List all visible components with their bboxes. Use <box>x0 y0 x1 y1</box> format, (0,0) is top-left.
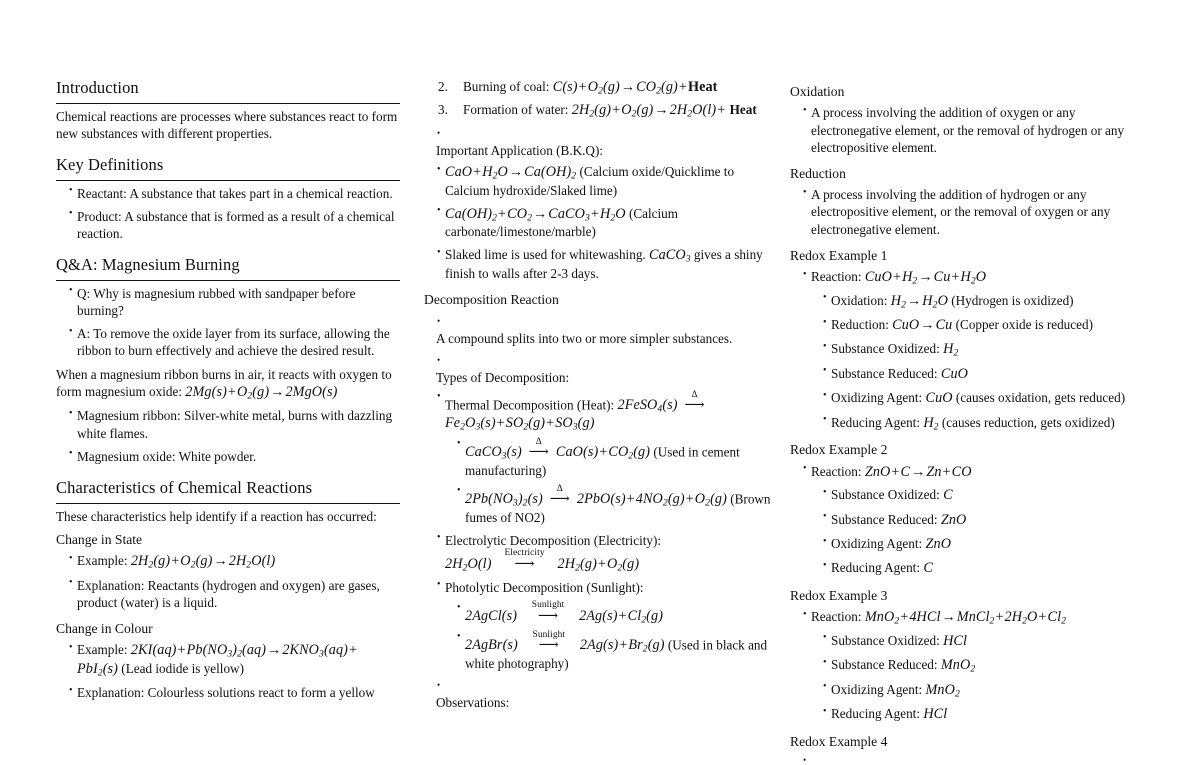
redox-example-2-list <box>790 463 1131 578</box>
list-item <box>437 205 778 241</box>
detail-equation: HCl <box>923 706 948 723</box>
application-note: (Calcium carbonate/limestone/marble) <box>445 205 679 240</box>
thermal-sub-note: (Used in cement manufacturing) <box>465 444 740 478</box>
detail-label: Substance Oxidized: <box>831 632 940 648</box>
numbered-item-equation: $2H_2(g)+O_2(g)\to 2H_2O(l)+$ <box>571 102 726 121</box>
detail-note: (Hydrogen is oxidized) <box>951 292 1074 308</box>
photolytic-sub-equation: 2AgBr(s) Sunlight ⟶ $2Ag(s)+Br_2(g)$ <box>465 629 665 656</box>
slaked-lime-text-before: Slaked lime is used for whitewashing. <box>445 247 646 263</box>
list-item <box>803 268 1131 432</box>
detail-label: Substance Oxidized: <box>831 341 940 357</box>
redox-example-1-details <box>811 292 1131 433</box>
list-item <box>437 246 778 282</box>
heat-label: Heat <box>729 102 757 118</box>
application-equation: $CaO+H_2O\to Ca(OH)_2$ <box>445 164 577 182</box>
redox-example-3-details <box>811 632 1131 724</box>
decomposition-definition: A compound splits into two or more simpler substances. <box>436 331 733 347</box>
reaction-label: Reaction: <box>811 269 862 285</box>
orphan-bullet-marker <box>437 317 778 326</box>
electrolytic-decomposition-label: Electrolytic Decomposition (Electricity): <box>445 532 662 548</box>
reaction-equation: ZnO+C→Zn+CO <box>864 463 972 480</box>
detail-label: Reducing Agent: <box>831 414 921 430</box>
reaction-equation: $MnO_2+4HCl\to MnCl_2+2H_2O+Cl_2$ <box>864 609 1067 628</box>
heading-redox-example-1: Redox Example 1 <box>790 247 888 263</box>
thermal-decomposition-label: Thermal Decomposition (Heat): <box>445 397 615 412</box>
example-label: Example: <box>77 642 128 658</box>
detail-equation: $H_2\to H_2O$ <box>890 292 948 311</box>
orphan-bullet-marker <box>437 356 778 365</box>
list-item <box>823 535 1131 553</box>
reaction-label: Reaction: <box>811 609 862 625</box>
list-item <box>437 579 778 672</box>
heading-key-definitions: Key Definitions <box>56 155 400 181</box>
photolytic-sub-list <box>445 601 778 672</box>
electrolytic-equation: $2H_2O(l)$ Electricity ⟶ $2H_2(g)+O_2(g)$ <box>445 548 640 574</box>
heading-decomposition-reaction: Decomposition Reaction <box>424 291 559 307</box>
orphan-bullet-marker <box>803 756 1131 765</box>
delta-arrow-icon: Δ ⟶ <box>549 483 570 508</box>
detail-note: (causes reduction, gets oxidized) <box>941 414 1115 430</box>
list-item <box>823 681 1131 699</box>
redox-example-3-list <box>790 608 1131 723</box>
orphan-bullet-marker <box>437 129 778 138</box>
photolytic-sub-equation: 2AgCl(s) Sunlight ⟶ $2Ag(s)+Cl_2(g)$ <box>465 600 664 626</box>
thermal-equation-cont: $Fe_2O_3(s)+SO_2(g)+SO_3(g)$ <box>445 415 595 434</box>
list-item <box>457 485 778 526</box>
thermal-sub-list <box>445 438 778 526</box>
thermal-equation: 2FeSO$_4$(s) Δ ⟶ <box>617 397 711 413</box>
list-item <box>823 414 1131 432</box>
heading-change-in-colour: Change in Colour <box>56 620 153 636</box>
list-item: • Magnesium oxide: White powder. <box>69 448 400 465</box>
magnesium-paragraph <box>56 366 400 402</box>
orphan-bullet-marker <box>437 681 778 690</box>
slaked-lime-equation: CaCO$_3$ <box>649 247 691 265</box>
numbered-item-label: Formation of water: <box>463 102 569 118</box>
delta-arrow-icon: Δ ⟶ <box>528 436 549 461</box>
detail-label: Oxidizing Agent: <box>831 681 923 697</box>
detail-note: (causes oxidation, gets reduced) <box>955 390 1126 406</box>
list-item: • A process involving the addition of hydrogen or any electropositive element, or the removal of oxygen or any electronegative element. <box>803 186 1131 237</box>
detail-equation: CuO <box>940 365 968 382</box>
list-item <box>437 163 778 199</box>
reduction-list <box>790 186 1131 237</box>
numbered-item-equation: $C(s)+O_2(g)\to CO_2(g)+Heat$ <box>552 79 718 97</box>
change-state-equation: $2H_2(g)+O_2(g)\to 2H_2O(l)$ <box>130 553 276 571</box>
decomposition-types-list <box>424 391 778 672</box>
list-item: • Explanation: Reactants (hydrogen and oxygen) are gases, product (water) is a liquid. <box>69 577 400 611</box>
list-item <box>823 705 1131 723</box>
list-item: • Magnesium ribbon: Silver-white metal, burns with dazzling white flames. <box>69 407 400 441</box>
column-2 <box>412 78 790 714</box>
heading-qa-magnesium: Q&A: Magnesium Burning <box>56 255 400 281</box>
list-item: • A process involving the addition of oxygen or any electronegative element, or the removal of hydrogen or any electropositive element. <box>803 104 1131 155</box>
photolytic-decomposition-label: Photolytic Decomposition (Sunlight): <box>445 579 644 595</box>
reaction-equation: $CuO+H_2\to Cu+H_2O$ <box>864 269 987 287</box>
list-item <box>803 463 1131 578</box>
electricity-arrow-label: Electricity <box>504 548 545 559</box>
numbered-item-label: Burning of coal: <box>463 79 550 94</box>
electricity-arrow-icon: Electricity ⟶ <box>494 549 556 570</box>
heading-redox-example-2: Redox Example 2 <box>790 442 888 458</box>
detail-equation: HCl <box>943 632 968 649</box>
magnesium-equation: $2Mg(s)+O_2(g)\to 2MgO(s)$ <box>185 383 338 402</box>
list-item <box>803 608 1131 723</box>
sunlight-arrow-label: Sunlight <box>531 600 565 611</box>
list-item <box>437 391 778 526</box>
sunlight-arrow-icon: Sunlight ⟶ <box>519 601 577 622</box>
detail-label: Substance Oxidized: <box>831 487 940 503</box>
list-item <box>69 641 400 678</box>
change-colour-equation-cont: PbI$_2$(s) <box>77 660 118 679</box>
heading-reduction: Reduction <box>790 165 846 181</box>
change-colour-example-note: (Lead iodide is yellow) <box>121 660 244 676</box>
detail-equation: MnO$_2$ <box>925 681 960 700</box>
detail-equation: CuO→Cu <box>892 317 953 334</box>
detail-label: Substance Reduced: <box>831 365 938 381</box>
heading-characteristics: Characteristics of Chemical Reactions <box>56 478 400 504</box>
important-application-label: Important Application (B.K.Q): <box>436 142 604 158</box>
detail-label: Oxidation: <box>831 292 888 308</box>
list-item <box>69 552 400 570</box>
example-label: Example: <box>77 553 128 569</box>
detail-note: (Copper oxide is reduced) <box>955 317 1093 333</box>
thermal-sub-note: (Brown fumes of NO2) <box>465 491 771 525</box>
column-3 <box>790 78 1191 765</box>
change-colour-equation: $2KI(aq)+Pb(NO_3)_2(aq)\to 2KNO_3(aq)+$ <box>130 642 358 661</box>
list-item: • Explanation: Colourless solutions react to form a yellow <box>69 684 400 701</box>
list-item <box>457 438 778 479</box>
magnesium-paragraph-text: When a magnesium ribbon burns in air, it reacts with oxygen to form magnesium oxide: <box>56 366 392 399</box>
detail-label: Substance Reduced: <box>831 657 938 673</box>
column-1 <box>0 78 412 705</box>
detail-equation: $H_2$ <box>923 414 939 433</box>
list-item: • Product: A substance that is formed as a result of a chemical reaction. <box>69 208 400 242</box>
list-item <box>823 486 1131 504</box>
observations-label: Observations: <box>436 694 510 710</box>
list-item <box>437 532 778 573</box>
detail-label: Reducing Agent: <box>831 706 921 722</box>
heading-introduction: Introduction <box>56 78 400 104</box>
delta-arrow-icon: Δ ⟶ <box>684 389 705 413</box>
detail-equation: MnO$_2$ <box>940 657 976 675</box>
list-item: • A: To remove the oxide layer from its surface, allowing the ribbon to burn effectively and achieve the desired result. <box>69 325 400 359</box>
key-definitions-list <box>56 185 400 242</box>
detail-equation: $H_2$ <box>943 341 959 360</box>
application-note: (Calcium oxide/Quicklime to Calcium hydroxide/Slaked lime) <box>445 164 735 198</box>
list-item <box>438 101 778 119</box>
detail-label: Oxidizing Agent: <box>831 536 923 552</box>
list-item <box>457 631 778 672</box>
three-column-layout <box>0 78 1191 765</box>
detail-equation: CuO <box>925 390 953 407</box>
intro-paragraph: Chemical reactions are processes where substances react to form new substances with different properties. <box>56 108 398 141</box>
detail-equation: ZnO <box>925 536 952 553</box>
qa-list <box>56 285 400 360</box>
list-item: • Reactant: A substance that takes part in a chemical reaction. <box>69 185 400 202</box>
heading-oxidation: Oxidation <box>790 84 845 99</box>
list-item <box>823 656 1131 674</box>
magnesium-notes-list <box>56 407 400 464</box>
detail-label: Oxidizing Agent: <box>831 390 923 406</box>
list-item <box>823 340 1131 358</box>
thermal-sub-equation: $2Pb(NO_3)_2(s)$ Δ ⟶ $2PbO(s)+4NO_2(g)+O_2(g)$ <box>465 483 727 510</box>
list-item <box>457 601 778 625</box>
photolytic-sub-note: (Used in black and white photography) <box>465 637 768 671</box>
slaked-lime-text-after: gives a shiny finish to walls after 2-3 days. <box>445 247 763 281</box>
sunlight-arrow-label: Sunlight <box>532 629 566 640</box>
reaction-label: Reaction: <box>811 463 862 479</box>
important-application-list <box>424 163 778 282</box>
change-colour-list <box>56 641 400 701</box>
oxidation-list <box>790 104 1131 155</box>
detail-equation: C <box>943 487 953 504</box>
characteristics-intro: These characteristics help identify if a reaction has occurred: <box>56 508 377 524</box>
list-item <box>823 632 1131 650</box>
detail-equation: ZnO <box>940 511 967 528</box>
list-item <box>823 389 1131 407</box>
redox-example-2-details <box>811 486 1131 578</box>
detail-label: Reducing Agent: <box>831 560 921 576</box>
list-item <box>823 316 1131 334</box>
list-item <box>823 559 1131 577</box>
heading-redox-example-3: Redox Example 3 <box>790 587 888 603</box>
detail-equation: C <box>923 560 933 577</box>
redox-example-1-list <box>790 268 1131 432</box>
detail-label: Reduction: <box>831 317 889 333</box>
change-state-list <box>56 552 400 611</box>
types-of-decomposition-label: Types of Decomposition: <box>436 370 570 386</box>
application-equation: $Ca(OH)_2+CO_2\to CaCO_3+H_2O$ <box>445 205 626 224</box>
heading-change-in-state: Change in State <box>56 531 143 547</box>
list-item: • Q: Why is magnesium rubbed with sandpaper before burning? <box>69 285 400 319</box>
list-item <box>823 292 1131 310</box>
thermal-sub-equation: CaCO$_3$(s) Δ ⟶ $CaO(s)+CO_2(g)$ <box>465 436 651 463</box>
reaction-examples-numbered-list <box>424 78 778 120</box>
detail-label: Substance Reduced: <box>831 511 938 527</box>
list-item <box>823 365 1131 383</box>
heading-redox-example-4: Redox Example 4 <box>790 733 888 749</box>
list-item <box>823 511 1131 529</box>
sunlight-arrow-icon: Sunlight ⟶ <box>520 631 578 652</box>
list-item <box>438 78 778 96</box>
